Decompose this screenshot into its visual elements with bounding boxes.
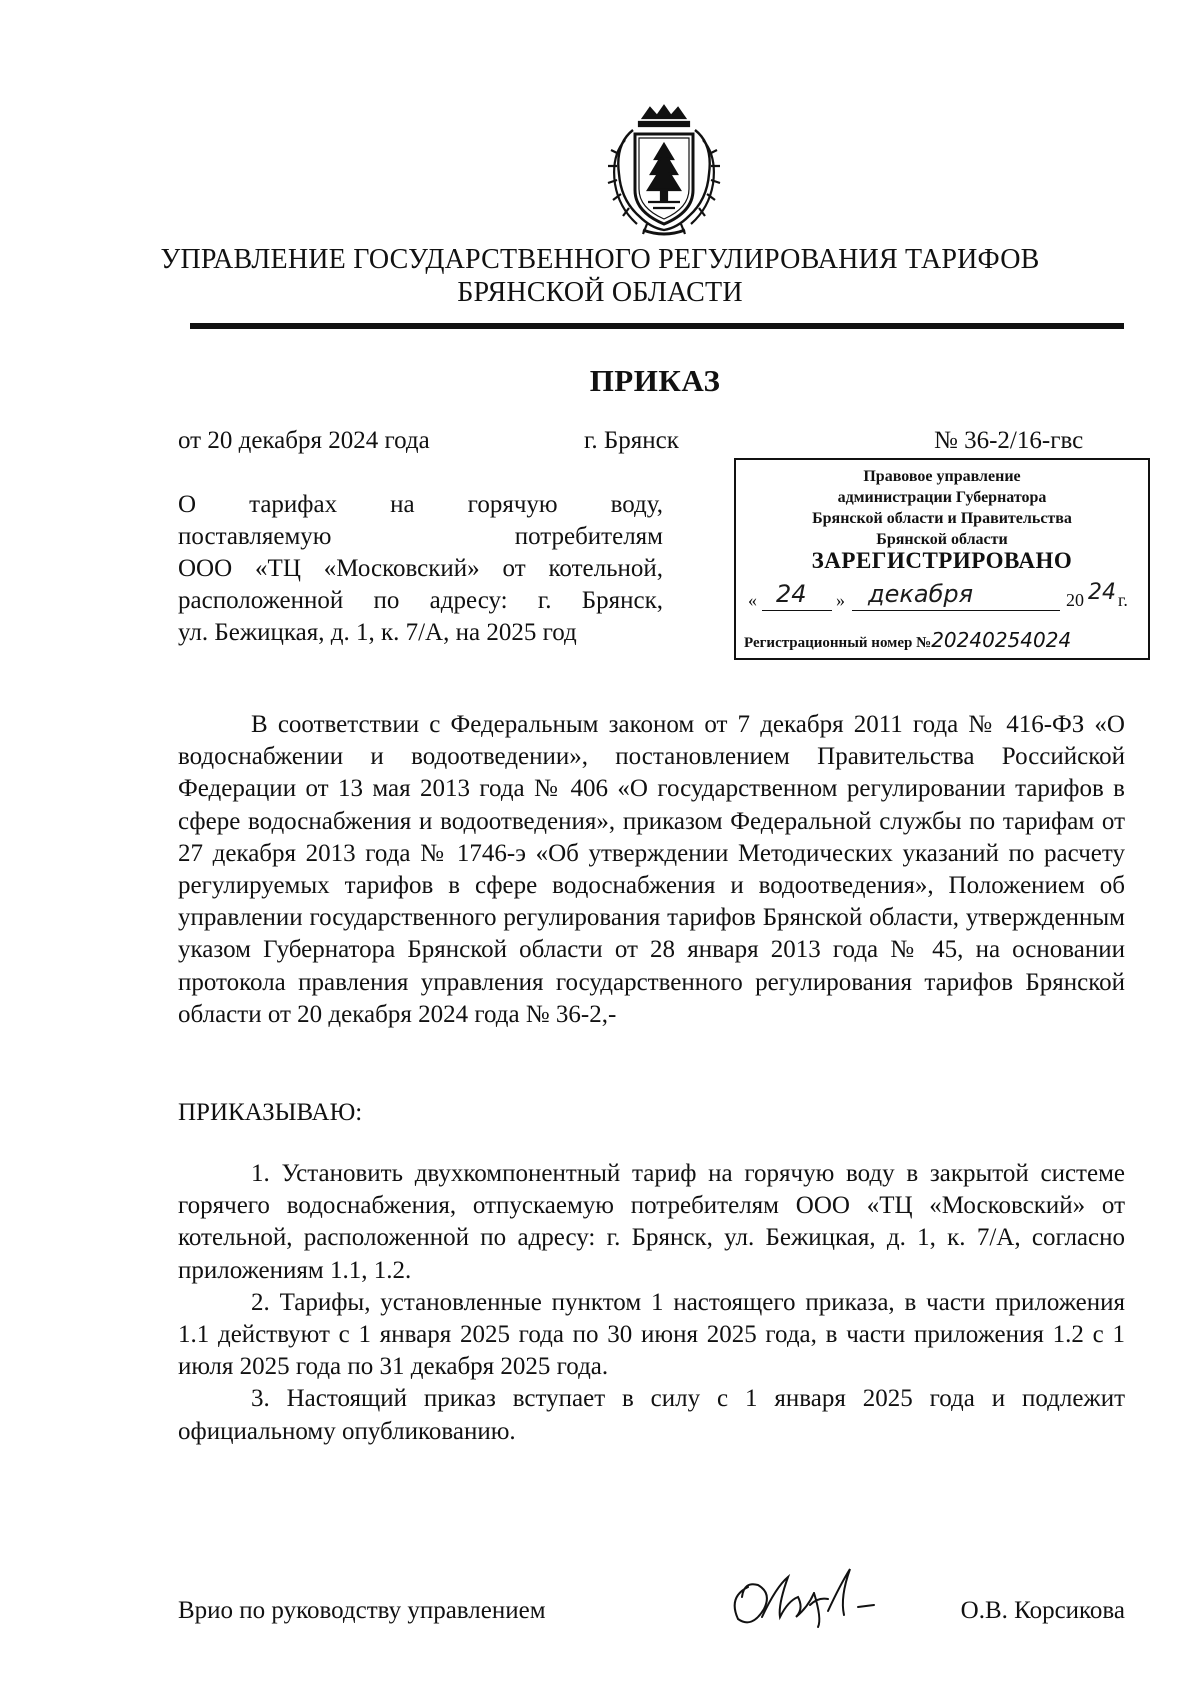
handwritten-signature — [718, 1557, 888, 1637]
order-items — [178, 1158, 1125, 1448]
stamp-day-underline — [762, 610, 832, 611]
order-word — [178, 1097, 1125, 1129]
subject-line: расположенной по адресу: г. Брянск, — [178, 587, 663, 614]
order-word-text: ПРИКАЗЫВАЮ: — [178, 1099, 363, 1126]
organization-line-2: БРЯНСКОЙ ОБЛАСТИ — [457, 277, 743, 308]
document-type: ПРИКАЗ — [589, 363, 721, 398]
order-item: 1. Установить двухкомпонентный тариф на горячую воду в закрытой системе горячего водоснабжения, отпускаемую потребителям ООО «ТЦ «Московский» от котельной, расположенной по адресу: г. Брянск, ул. Бежицкая, д. 1, к. 7/А, согласно приложениям 1.1, 1.2. — [178, 1160, 1125, 1284]
organization-line-1: УПРАВЛЕНИЕ ГОСУДАРСТВЕННОГО РЕГУЛИРОВАНИЯ ТАРИФОВ — [160, 244, 1040, 275]
stamp-date — [748, 580, 1140, 614]
document-city: г. Брянск — [584, 427, 679, 454]
stamp-quote-close: » — [836, 590, 845, 610]
stamp-day: 24 — [776, 580, 807, 608]
stamp-authority — [736, 466, 1148, 550]
stamp-line: Брянской области и Правительства — [812, 510, 1072, 527]
coat-of-arms-emblem — [603, 104, 725, 240]
organization-name — [150, 243, 1050, 309]
document-number: № 36-2/16-гвс — [934, 427, 1084, 454]
stamp-year-prefix: 20 — [1066, 590, 1084, 610]
stamp-line: Правовое управление — [863, 468, 1021, 485]
header-divider — [190, 323, 1124, 329]
order-item: 3. Настоящий приказ вступает в силу с 1 января 2025 года и подлежит официальному опубликованию. — [178, 1385, 1125, 1445]
signatory-name: О.В. Корсикова — [960, 1597, 1125, 1624]
stamp-reg-label: Регистрационный номер № — [744, 635, 932, 651]
subject-line: поставляемую потребителям — [178, 523, 663, 550]
stamp-line: администрации Губернатора — [837, 489, 1047, 506]
stamp-month-underline — [852, 610, 1060, 611]
preamble — [178, 709, 1125, 1031]
signatory-position: Врио по руководству управлением — [178, 1597, 546, 1624]
subject-line: ул. Бежицкая, д. 1, к. 7/А, на 2025 год — [178, 619, 577, 646]
stamp-reg-number: 20240254024 — [931, 628, 1072, 652]
stamp-line: Брянской области — [876, 531, 1008, 548]
stamp-registered: ЗАРЕГИСТРИРОВАНО — [811, 548, 1073, 573]
document-subject — [178, 489, 663, 649]
order-item: 2. Тарифы, установленные пунктом 1 настоящего приказа, в части приложения 1.1 действуют с 1 января 2025 года по 30 июня 2025 года, в части приложения 1.2 с 1 июля 2025 года по 31 декабря 2025 года. — [178, 1288, 1125, 1381]
stamp-month: декабря — [868, 580, 974, 608]
stamp-year-unit: г. — [1118, 590, 1128, 610]
preamble-paragraph: В соответствии с Федеральным законом от 7 декабря 2011 года № 416-ФЗ «О водоснабжении и водоотведении», постановлением Правительства Российской Федерации от 13 мая 2013 года № 406 «О государственном регулировании тарифов в сфере водоснабжения и водоотведения», приказом Федеральной службы по тарифам от 27 декабря 2013 года № 1746-э «Об утверждении Методических указаний по расчету регулируемых тарифов в сфере водоснабжения и водоотведения», Положением об управлении государственного регулирования тарифов Брянской области, утвержденным указом Губернатора Брянской области от 28 января 2013 года № 45, на основании протокола правления управления государственного регулирования тарифов Брянской области от 20 декабря 2024 года № 36-2,- — [178, 711, 1125, 1028]
stamp-registration-number — [744, 628, 1142, 652]
registration-stamp — [734, 458, 1150, 660]
stamp-year-suffix: 24 — [1088, 580, 1116, 605]
subject-line: О тарифах на горячую воду, — [178, 491, 663, 518]
document-date: от 20 декабря 2024 года — [178, 427, 430, 454]
subject-line: ООО «ТЦ «Московский» от котельной, — [178, 555, 663, 582]
stamp-quote-open: « — [748, 590, 757, 610]
